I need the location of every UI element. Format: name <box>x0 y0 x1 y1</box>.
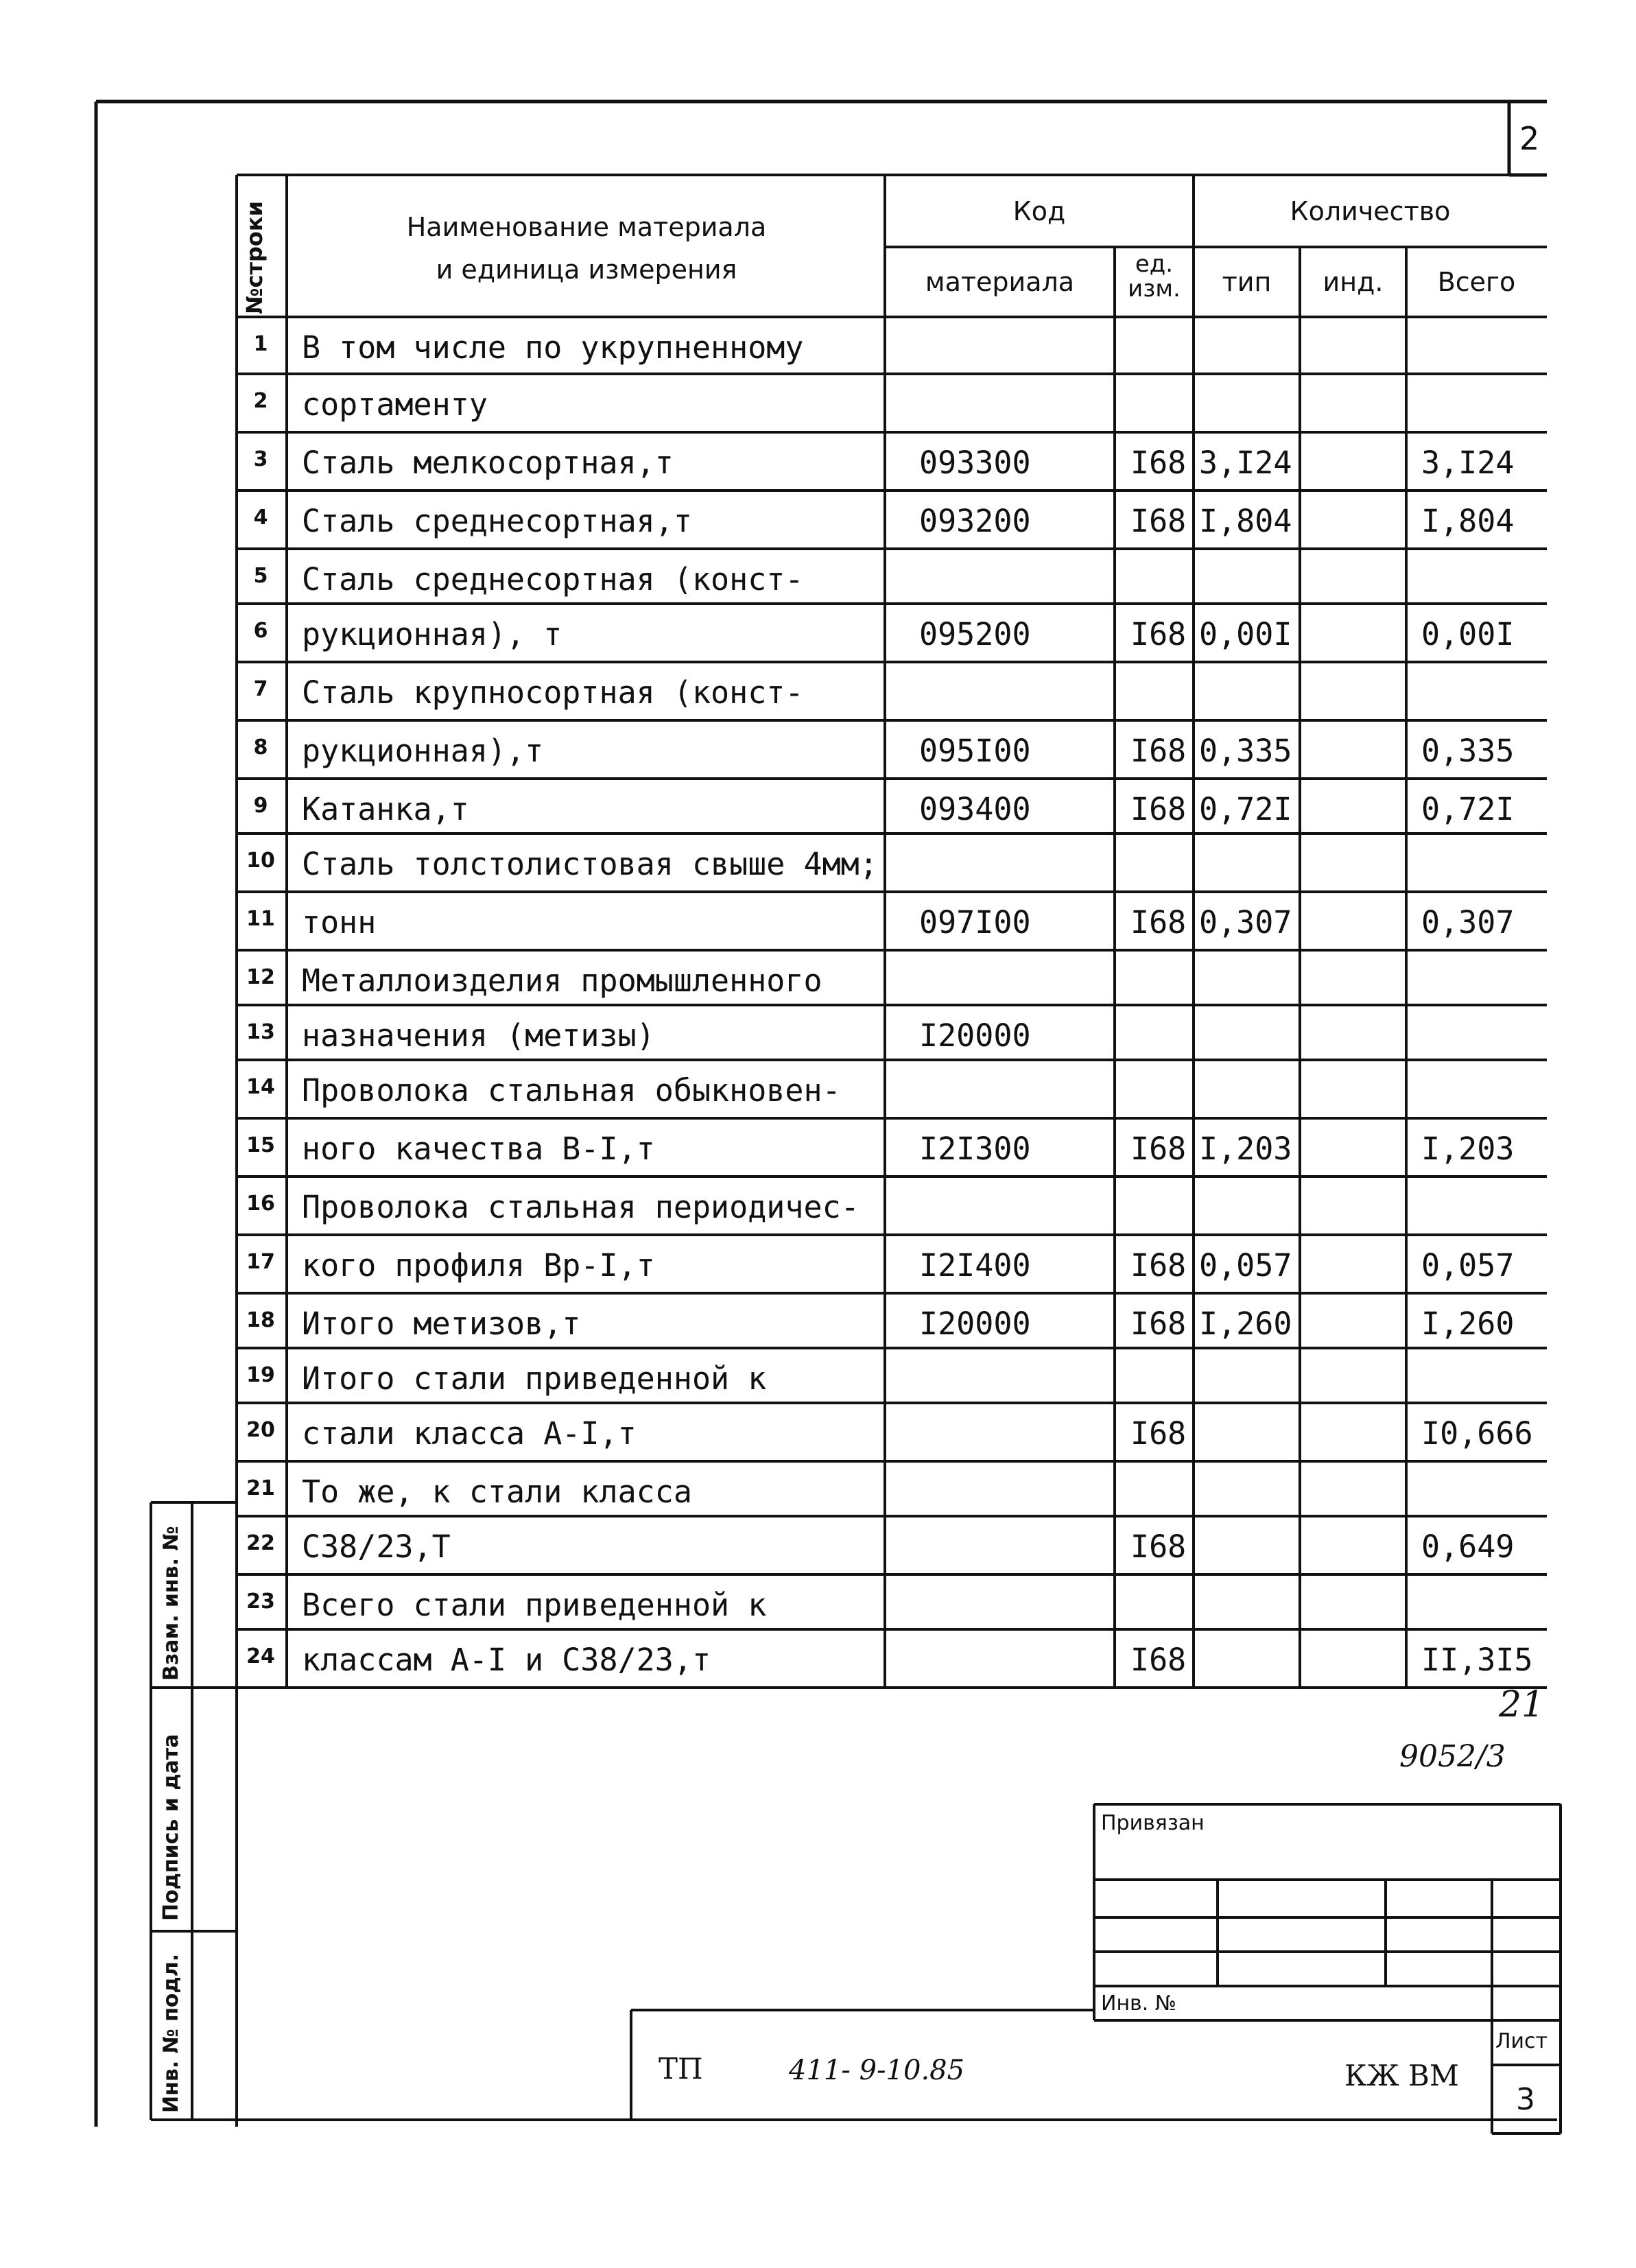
row-code: I20000 <box>919 1017 1031 1054</box>
row-number: 18 <box>246 1308 275 1332</box>
row-number: 21 <box>246 1476 275 1500</box>
row-name: Сталь мелкосортная,т <box>302 445 674 481</box>
header-col-type: тип <box>1222 267 1272 297</box>
row-number: 8 <box>253 735 268 759</box>
row-code: I20000 <box>919 1306 1031 1342</box>
header-name-line1: Наименование материала <box>406 212 767 242</box>
row-number: 20 <box>246 1418 275 1442</box>
row-number: 1 <box>253 332 268 356</box>
handwritten-ref: 9052/3 <box>1399 1739 1506 1774</box>
header-name-line2: и единица измерения <box>436 255 737 285</box>
row-name: Металлоизделия промышленного <box>302 962 822 999</box>
row-number: 2 <box>253 389 268 413</box>
row-name: Всего стали приведенной к <box>302 1587 767 1623</box>
row-total: 0,307 <box>1421 904 1515 941</box>
row-number: 22 <box>246 1531 275 1555</box>
title-list-label: Лист <box>1495 2029 1548 2053</box>
row-total: 0,72I <box>1421 791 1515 827</box>
stamp-podpis-data: Подпись и дата <box>159 1734 183 1921</box>
row-total: 0,649 <box>1421 1528 1515 1565</box>
row-name: рукционная),т <box>302 733 544 769</box>
header-row-number: №строки <box>241 200 268 314</box>
row-unit: I68 <box>1130 1528 1187 1565</box>
row-total: 0,057 <box>1421 1247 1515 1284</box>
row-unit: I68 <box>1130 1642 1187 1678</box>
handwritten-number: 21 <box>1499 1684 1545 1725</box>
page-corner-number: 2 <box>1519 120 1540 157</box>
row-unit: I68 <box>1130 791 1187 827</box>
row-total: 0,335 <box>1421 733 1515 769</box>
row-name: классам А-I и С38/23,т <box>302 1642 711 1678</box>
row-code: 093400 <box>919 791 1031 827</box>
header-col-total: Всего <box>1437 267 1516 297</box>
row-type: 3,I24 <box>1199 445 1292 481</box>
stamp-vzam-inv: Взам. инв. № <box>159 1526 183 1681</box>
row-name: стали класса А-I,т <box>302 1415 637 1452</box>
row-total: 3,I24 <box>1421 445 1515 481</box>
row-type: 0,307 <box>1199 904 1292 941</box>
row-type: 0,00I <box>1199 616 1292 652</box>
title-mark: КЖ ВМ <box>1344 2059 1459 2092</box>
row-number: 16 <box>246 1192 275 1216</box>
header-quantity-group: Количество <box>1290 196 1451 226</box>
row-name: Сталь среднесортная (конст- <box>302 561 804 598</box>
row-number: 3 <box>253 447 268 471</box>
title-inv-no: Инв. № <box>1101 1992 1177 2016</box>
row-type: 0,335 <box>1199 733 1292 769</box>
row-type: 0,72I <box>1199 791 1292 827</box>
row-total: II,3I5 <box>1421 1642 1533 1678</box>
row-type: I,203 <box>1199 1131 1292 1167</box>
row-number: 4 <box>253 506 268 530</box>
row-number: 9 <box>253 794 268 818</box>
row-name: назначения (метизы) <box>302 1017 655 1054</box>
title-doc-number: 411- 9-10.85 <box>789 2055 965 2086</box>
row-unit: I68 <box>1130 1247 1187 1284</box>
row-name: Итого метизов,т <box>302 1306 581 1342</box>
row-number: 14 <box>246 1075 275 1099</box>
row-total: 0,00I <box>1421 616 1515 652</box>
row-number: 19 <box>246 1363 275 1387</box>
row-name: Сталь толстолистовая свыше 4мм; <box>302 846 878 882</box>
row-name: ного качества В-I,т <box>302 1131 655 1167</box>
row-unit: I68 <box>1130 1415 1187 1452</box>
row-name: сортаменту <box>302 386 488 423</box>
row-unit: I68 <box>1130 503 1187 539</box>
row-code: 093200 <box>919 503 1031 539</box>
row-unit: I68 <box>1130 445 1187 481</box>
row-name: Сталь среднесортная,т <box>302 503 692 539</box>
row-name: Проволока стальная обыкновен- <box>302 1072 841 1109</box>
row-number: 12 <box>246 965 275 989</box>
stamp-inv-podl: Инв. № подл. <box>159 1953 183 2113</box>
title-privyazan: Привязан <box>1101 1811 1205 1835</box>
row-name: Сталь крупносортная (конст- <box>302 674 804 711</box>
row-type: I,804 <box>1199 503 1292 539</box>
row-name: Проволока стальная периодичес- <box>302 1189 860 1225</box>
row-code: 097I00 <box>919 904 1031 941</box>
row-number: 15 <box>246 1133 275 1157</box>
row-code: I2I300 <box>919 1131 1031 1167</box>
row-name: То же, к стали класса <box>302 1474 692 1510</box>
row-unit: I68 <box>1130 904 1187 941</box>
header-col-unit: ед. изм. <box>1128 250 1181 303</box>
row-number: 5 <box>253 564 268 588</box>
row-name: рукционная), т <box>302 616 562 652</box>
row-name: В том числе по укрупненному <box>302 329 804 366</box>
header-col-material: материала <box>925 267 1075 297</box>
row-number: 23 <box>246 1590 275 1614</box>
row-name: Итого стали приведенной к <box>302 1360 767 1397</box>
row-type: I,260 <box>1199 1306 1292 1342</box>
row-code: I2I400 <box>919 1247 1031 1284</box>
row-number: 10 <box>246 849 275 873</box>
title-tp: ТП <box>659 2052 703 2086</box>
row-unit: I68 <box>1130 733 1187 769</box>
title-list-value: 3 <box>1516 2082 1535 2117</box>
row-number: 7 <box>253 677 268 701</box>
row-code: 095I00 <box>919 733 1031 769</box>
row-unit: I68 <box>1130 1131 1187 1167</box>
row-number: 6 <box>253 619 268 643</box>
row-name: Катанка,т <box>302 791 469 827</box>
row-number: 24 <box>246 1644 275 1668</box>
row-number: 17 <box>246 1250 275 1274</box>
row-total: I,203 <box>1421 1131 1515 1167</box>
header-col-ind: инд. <box>1323 267 1384 297</box>
row-total: I,260 <box>1421 1306 1515 1342</box>
header-code-group: Код <box>1012 196 1066 226</box>
row-unit: I68 <box>1130 1306 1187 1342</box>
row-code: 093300 <box>919 445 1031 481</box>
row-code: 095200 <box>919 616 1031 652</box>
row-name: С38/23,Т <box>302 1528 451 1565</box>
row-name: кого профиля Вр-I,т <box>302 1247 655 1284</box>
row-total: I0,666 <box>1421 1415 1533 1452</box>
row-unit: I68 <box>1130 616 1187 652</box>
row-name: тонн <box>302 904 377 941</box>
row-type: 0,057 <box>1199 1247 1292 1284</box>
row-total: I,804 <box>1421 503 1515 539</box>
row-number: 11 <box>246 907 275 931</box>
row-number: 13 <box>246 1020 275 1044</box>
